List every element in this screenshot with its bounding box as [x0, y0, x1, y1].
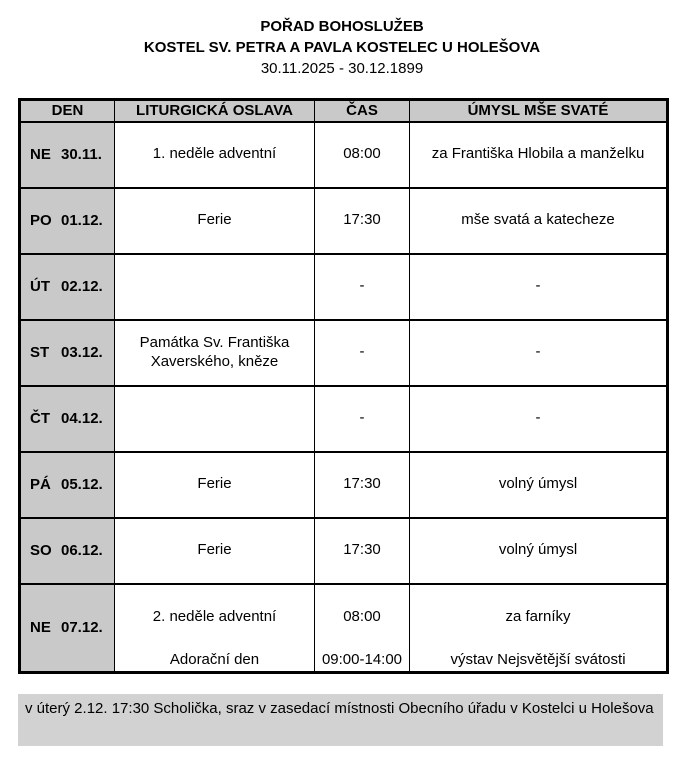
celebration-cell: [115, 188, 315, 254]
day-date: 07.12.: [61, 619, 103, 636]
celebration-cell: [115, 518, 315, 584]
celebration-text: 1. neděle adventní: [152, 145, 277, 163]
day-wrapper: [21, 585, 114, 671]
page-title: POŘAD BOHOSLUŽEB: [260, 18, 424, 35]
day-abbrev: NE: [30, 619, 51, 636]
day-abbrev: NE: [30, 146, 51, 163]
intention-text: volný úmysl: [498, 541, 578, 559]
intention-text: mše svatá a katecheze: [461, 211, 615, 229]
schedule-table: [18, 98, 669, 674]
day-cell: [20, 584, 115, 673]
day-cell: [20, 452, 115, 518]
time-text: -: [359, 343, 365, 361]
day-date: 03.12.: [61, 344, 103, 361]
day-abbrev: ST: [30, 344, 50, 361]
header-cas: ČAS: [315, 100, 410, 122]
intention-text: za Františka Hlobila a manželku: [431, 145, 645, 163]
time-cell: [315, 254, 410, 320]
table-row: [20, 386, 668, 452]
table-header-row: [20, 100, 668, 122]
day-abbrev: PO: [30, 212, 52, 229]
intention-cell: [410, 122, 668, 188]
day-date: 06.12.: [61, 542, 103, 559]
celebration-text: 2. neděle adventní: [152, 608, 277, 626]
day-wrapper: [21, 453, 114, 517]
header-umysl-mse-svate: ÚMYSL MŠE SVATÉ: [410, 100, 668, 122]
time-text: -: [359, 277, 365, 295]
time-text: -: [359, 409, 365, 427]
table-row: [20, 188, 668, 254]
day-cell: [20, 122, 115, 188]
day-date: 02.12.: [61, 278, 103, 295]
intention-cell: [410, 452, 668, 518]
day-date: 04.12.: [61, 410, 103, 427]
header-liturgicka-oslava: LITURGICKÁ OSLAVA: [115, 100, 315, 122]
time-cell: [315, 122, 410, 188]
day-wrapper: [21, 321, 114, 385]
time-cell: [315, 518, 410, 584]
day-abbrev: PÁ: [30, 476, 51, 493]
intention-text: -: [535, 409, 541, 427]
celebration-text-line2: Adorační den: [169, 650, 260, 668]
time-text: 17:30: [343, 541, 381, 559]
celebration-cell: [115, 584, 315, 673]
intention-text: volný úmysl: [498, 475, 578, 493]
celebration-cell: [115, 386, 315, 452]
day-wrapper: [21, 387, 114, 451]
intention-cell: [410, 188, 668, 254]
header-den: DEN: [20, 100, 115, 122]
day-abbrev: SO: [30, 542, 52, 559]
footer-note: v úterý 2.12. 17:30 Scholička, sraz v zasedací místnosti Obecního úřadu v Kostelci u Holešova: [18, 694, 663, 746]
table-row: [20, 584, 668, 673]
schedule-table-wrapper: [18, 98, 666, 674]
day-cell: [20, 320, 115, 386]
day-date: 01.12.: [61, 212, 103, 229]
time-cell: [315, 320, 410, 386]
date-range: 30.11.2025 - 30.12.1899: [260, 60, 424, 77]
celebration-text: Památka Sv. Františka Xaverského, kněze: [139, 333, 290, 370]
intention-cell: [410, 584, 668, 673]
day-abbrev: ÚT: [30, 278, 50, 295]
title-block: [0, 0, 684, 79]
time-cell: [315, 584, 410, 673]
time-cell: [315, 452, 410, 518]
day-cell: [20, 254, 115, 320]
intention-text: -: [535, 277, 541, 295]
time-text: 08:00: [343, 145, 381, 163]
intention-text: -: [535, 343, 541, 361]
celebration-text: Ferie: [197, 211, 232, 229]
celebration-text: [115, 387, 314, 451]
day-wrapper: [21, 519, 114, 583]
intention-cell: [410, 254, 668, 320]
day-date: 05.12.: [61, 476, 103, 493]
day-wrapper: [21, 123, 114, 187]
intention-text-line2: výstav Nejsvětější svátosti: [450, 650, 626, 668]
time-text: 17:30: [343, 211, 381, 229]
time-text: 08:00: [343, 608, 381, 626]
intention-cell: [410, 518, 668, 584]
celebration-cell: [115, 122, 315, 188]
celebration-text: Ferie: [197, 541, 232, 559]
day-wrapper: [21, 255, 114, 319]
celebration-cell: [115, 452, 315, 518]
day-cell: [20, 518, 115, 584]
table-row: [20, 518, 668, 584]
table-row: [20, 254, 668, 320]
day-cell: [20, 386, 115, 452]
day-abbrev: ČT: [30, 410, 50, 427]
church-name: KOSTEL SV. PETRA A PAVLA KOSTELEC U HOLEŠOVA: [143, 39, 541, 56]
table-row: [20, 452, 668, 518]
time-cell: [315, 386, 410, 452]
celebration-cell: [115, 320, 315, 386]
celebration-cell: [115, 254, 315, 320]
intention-cell: [410, 320, 668, 386]
intention-cell: [410, 386, 668, 452]
day-date: 30.11.: [61, 146, 102, 163]
day-wrapper: [21, 189, 114, 253]
celebration-text: [115, 255, 314, 319]
celebration-text: Ferie: [197, 475, 232, 493]
time-cell: [315, 188, 410, 254]
time-text: 17:30: [343, 475, 381, 493]
table-row: [20, 320, 668, 386]
table-row: [20, 122, 668, 188]
day-cell: [20, 188, 115, 254]
time-text-line2: 09:00-14:00: [321, 650, 403, 668]
intention-text: za farníky: [505, 608, 571, 626]
